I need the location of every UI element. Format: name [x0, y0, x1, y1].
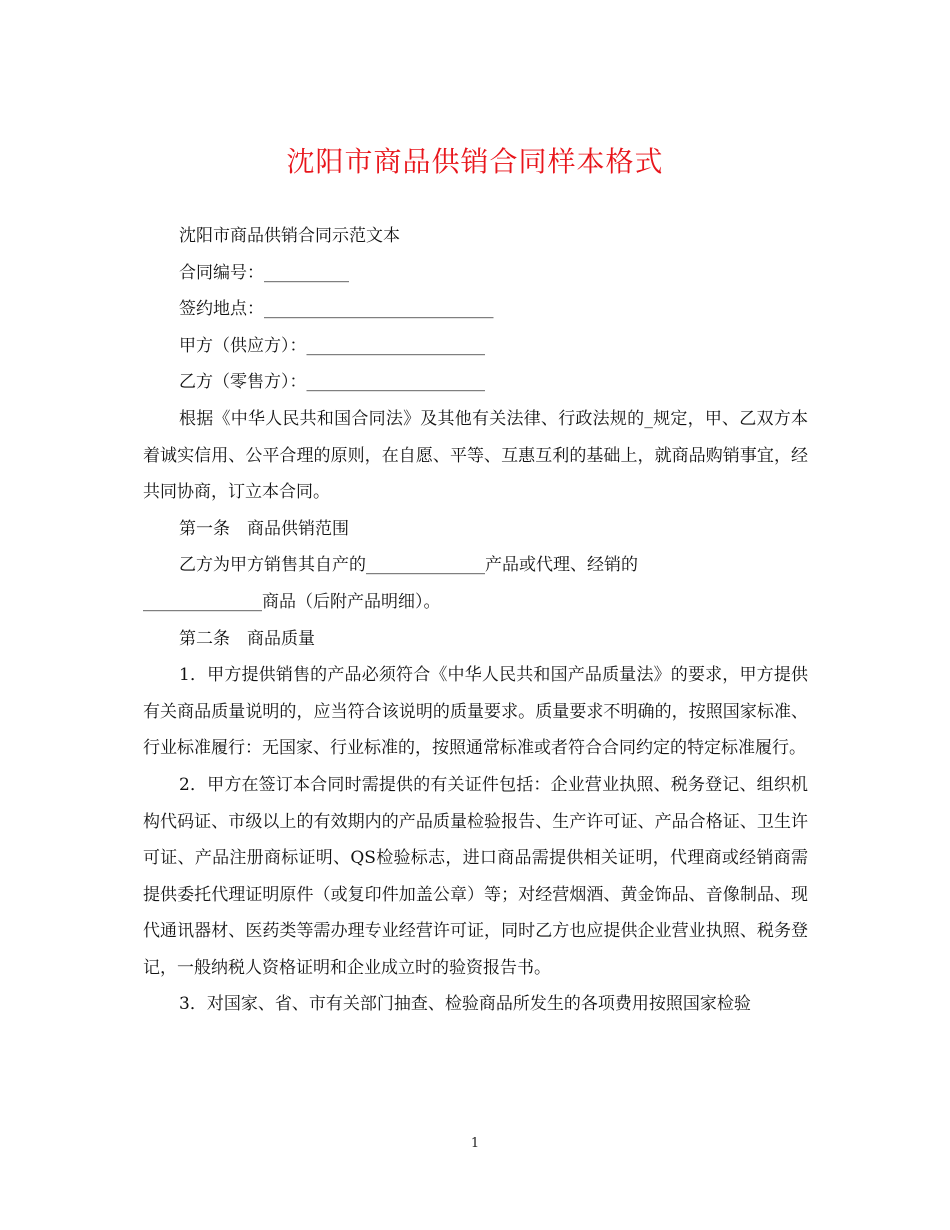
article-2-heading: 第二条 商品质量	[179, 628, 315, 649]
article-2-item-1: 1．甲方提供销售的产品必须符合《中华人民共和国产品质量法》的要求，甲方提供有关商品质量说明的，应当符合该说明的质量要求。质量要求不明确的，按照国家标准、行业标准履行：无国家、行业标准的，按照通常标准或者符合合同约定的特定标准履行。	[143, 665, 808, 759]
article-2-item-3: 3．对国家、省、市有关部门抽查、检验商品所发生的各项费用按照国家检验	[179, 994, 751, 1015]
contract-number-field: 合同编号：__________	[179, 262, 349, 283]
page-title: 沈阳市商品供销合同样本格式	[286, 145, 664, 178]
article-1-heading: 第一条 商品供销范围	[179, 518, 349, 539]
party-b-field: 乙方（零售方）：_____________________	[179, 372, 485, 393]
document-subtitle: 沈阳市商品供销合同示范文本	[179, 226, 400, 246]
article-1-line-1: 乙方为甲方销售其自产的______________产品或代理、经销的	[179, 555, 638, 576]
article-2-item-2: 2．甲方在签订本合同时需提供的有关证件包括：企业营业执照、税务登记、组织机构代码证、市级以上的有效期内的产品质量检验报告、生产许可证、产品合格证、卫生许可证、产品注册商标证明、QS检验标志，进口商品需提供相关证明，代理商或经销商需提供委托代理证明原件（或复印件加盖公章）等；对经营烟酒、黄金饰品、音像制品、现代通讯器材、医药类等需办理专业经营许可证，同时乙方也应提供企业营业执照、税务登记，一般纳税人资格证明和企业成立时的验资报告书。	[143, 774, 808, 978]
document-body	[143, 218, 808, 1023]
page-number: 1	[470, 1136, 480, 1151]
preamble-paragraph: 根据《中华人民共和国合同法》及其他有关法律、行政法规的_规定，甲、乙双方本着诚实信用、公平合理的原则，在自愿、平等、互惠互利的基础上，就商品购销事宜，经共同协商，订立本合同。	[143, 408, 808, 503]
signing-place-field: 签约地点：___________________________	[179, 299, 494, 320]
article-1-line-2: ______________商品（后附产品明细）。	[143, 591, 441, 612]
party-a-field: 甲方（供应方）：_____________________	[179, 335, 485, 356]
